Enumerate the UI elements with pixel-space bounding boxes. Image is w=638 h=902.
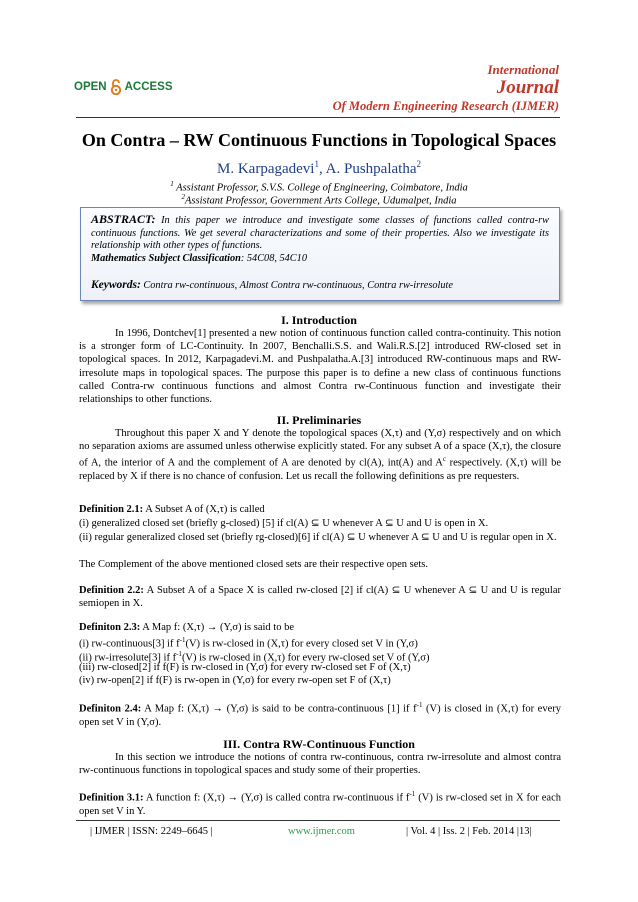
def22-label: Definition 2.2: <box>79 585 144 596</box>
def24-paragraph <box>79 699 561 729</box>
def22-text: A Subset A of a Space X is called rw-closed [2] if cl(A) ⊆ U whenever A ⊆ U and U is regular semiopen in X. <box>79 585 561 610</box>
aff-1-text: Assistant Professor, S.V.S. College of Engineering, Coimbatore, India <box>173 182 468 194</box>
open-access-right: ACCESS <box>124 81 173 93</box>
affiliation-2 <box>0 193 638 207</box>
section-intro-heading: I. Introduction <box>281 313 357 327</box>
aff-1-sup: 1 <box>170 180 174 188</box>
prelim-text-a: Throughout this paper X and Y denote the topological spaces (X,τ) and (Y,σ) respectively and on which no separation axioms are assumed unless otherwise explicitly stated. For any subset A of a space (X,τ), the closure of A, the interior of A and the complement of A are denoted by cl(A), int(A) and A <box>79 428 561 469</box>
def31-a: A function f: (X,τ) → (Y,σ) is called contra rw-continuous if f <box>143 792 410 804</box>
def31-paragraph <box>79 788 561 818</box>
def31-b: (V) is rw-closed set in X for each open set V in Y. <box>79 792 561 817</box>
abstract-box <box>80 207 560 301</box>
def21-head-text: A Subset A of (X,τ) is called <box>143 504 265 515</box>
def23-item-iii: (iii) rw-closed[2] if f(F) is rw-closed in (Y,σ) for every rw-closed set F of (X,τ) <box>79 662 411 673</box>
authors <box>0 159 638 178</box>
author-1: M. Karpagadevi <box>217 161 315 177</box>
def23-label: Definiton 2.3: <box>79 622 141 633</box>
def24-label: Definiton 2.4: <box>79 703 142 715</box>
def23-ii-b: (V) is rw-closed in (X,τ) for every rw-closed set V of (Y,σ) <box>181 652 430 664</box>
prelim-sup: c <box>442 455 446 464</box>
def23-head <box>79 621 561 634</box>
section-prelim-heading: II. Preliminaries <box>276 413 362 427</box>
journal-word: Journal <box>496 77 559 98</box>
def23-ii-a: (ii) rw-irresolute[3] if f <box>79 652 177 664</box>
header-divider <box>76 117 560 118</box>
footer-website-link[interactable]: www.ijmer.com <box>288 826 355 837</box>
msc-label: Mathematics Subject Classification <box>91 252 241 264</box>
def23-i-a: (i) rw-continuous[3] if f <box>79 638 180 650</box>
affiliation-1 <box>0 180 638 194</box>
aff-2-sup: 2 <box>181 193 185 201</box>
def24-sup: -1 <box>416 701 423 709</box>
def21-label: Definition 2.1: <box>79 504 144 515</box>
open-access-left: OPEN <box>74 81 107 93</box>
open-access-logo <box>74 79 173 95</box>
def21-item-ii: (ii) regular generalized closed set (briefly rg-closed)[6] if cl(A) ⊆ U whenever A ⊆ U and U is regular open in X. <box>79 532 557 543</box>
page-footer <box>76 820 560 837</box>
open-lock-icon <box>110 79 122 95</box>
abstract-text: In this paper we introduce and investigate some classes of functions called contra-rw continuous functions. We get several characterizations and some of their properties. Also we investigate its relationship with other types of functions. <box>91 215 549 251</box>
footer-issue: | Vol. 4 | Iss. 2 | Feb. 2014 |13| <box>406 826 532 837</box>
def23-head-text: A Map f: (X,τ) → (Y,σ) is said to be <box>140 622 295 633</box>
keywords-line <box>91 279 453 291</box>
keywords-label: Keywords: <box>91 279 141 291</box>
footer-journal: | IJMER | ISSN: 2249–6645 | <box>90 826 213 837</box>
def31-label: Definition 3.1: <box>79 792 144 804</box>
author-1-sup: 1 <box>314 159 319 169</box>
def23-item-iv: (iv) rw-open[2] if f(F) is rw-open in (Y,σ) for every rw-open set F of (X,τ) <box>79 675 391 686</box>
intro-paragraph: In 1996, Dontchev[1] presented a new notion of continuous function called contra-continuity. This notion is a stronger form of LC-Continuity. In 2007, Benchalli.S.S. and Wali.R.S.[2] introduced RW-closed set in topological spaces. In 2012, Karpagadevi.M. and Pushpalatha.A.[3] introduced RW-continuous maps and RW-irresolute maps in topological spaces. The purpose this paper is to define a new class of continuous functions called Contra-rw continuous functions and almost Contra rw-Continuous function and investigate their relationships to other functions. <box>79 328 561 406</box>
def23-i-b: (V) is rw-closed in (X,τ) for every closed set V in (Y,σ) <box>185 638 418 650</box>
def21-tail: The Complement of the above mentioned closed sets are their respective open sets. <box>79 559 429 570</box>
author-2: A. Pushpalatha <box>325 161 417 177</box>
def23-ii-sup: -1 <box>176 650 182 658</box>
journal-name: Of Modern Engineering Research (IJMER) <box>332 99 559 113</box>
def22-paragraph <box>79 584 561 610</box>
aff-2-text: Assistant Professor, Government Arts College, Udumalpet, India <box>184 195 457 207</box>
def23-i-sup: -1 <box>179 636 186 644</box>
def31-sup: -1 <box>409 790 416 798</box>
journal-international: International <box>487 62 559 77</box>
def21-head <box>79 503 561 516</box>
section-3-heading: III. Contra RW-Continuous Function <box>223 737 415 751</box>
abstract-body <box>81 208 559 265</box>
sec3-paragraph: In this section we introduce the notions of contra rw-continuous, contra rw-irresolute and almost contra rw-continuous functions in topological spaces and study some of their properties. <box>79 752 561 777</box>
msc-text: : 54C08, 54C10 <box>240 252 307 264</box>
prelim-text-b: respectively. (X,τ) will be replaced by X if there is no chance of confusion. Let us recall the following definitions as pre requesters. <box>79 457 561 483</box>
author-separator: , <box>318 161 326 177</box>
def24-a: A Map f: (X,τ) → (Y,σ) is said to be contra-continuous [1] if f <box>141 703 417 715</box>
def21-item-i: (i) generalized closed set (briefly g-closed) [5] if cl(A) ⊆ U whenever A ⊆ U and U is open in X. <box>79 518 489 529</box>
def24-b: (V) is closed in (X,τ) for every open set V in (Y,σ). <box>79 703 561 728</box>
prelim-paragraph <box>79 427 561 483</box>
paper-title: On Contra – RW Continuous Functions in Topological Spaces <box>81 130 557 150</box>
abstract-label: ABSTRACT: <box>91 212 156 226</box>
keywords-text: Contra rw-continuous, Almost Contra rw-continuous, Contra rw-irresolute <box>140 280 453 291</box>
author-2-sup: 2 <box>416 159 421 169</box>
